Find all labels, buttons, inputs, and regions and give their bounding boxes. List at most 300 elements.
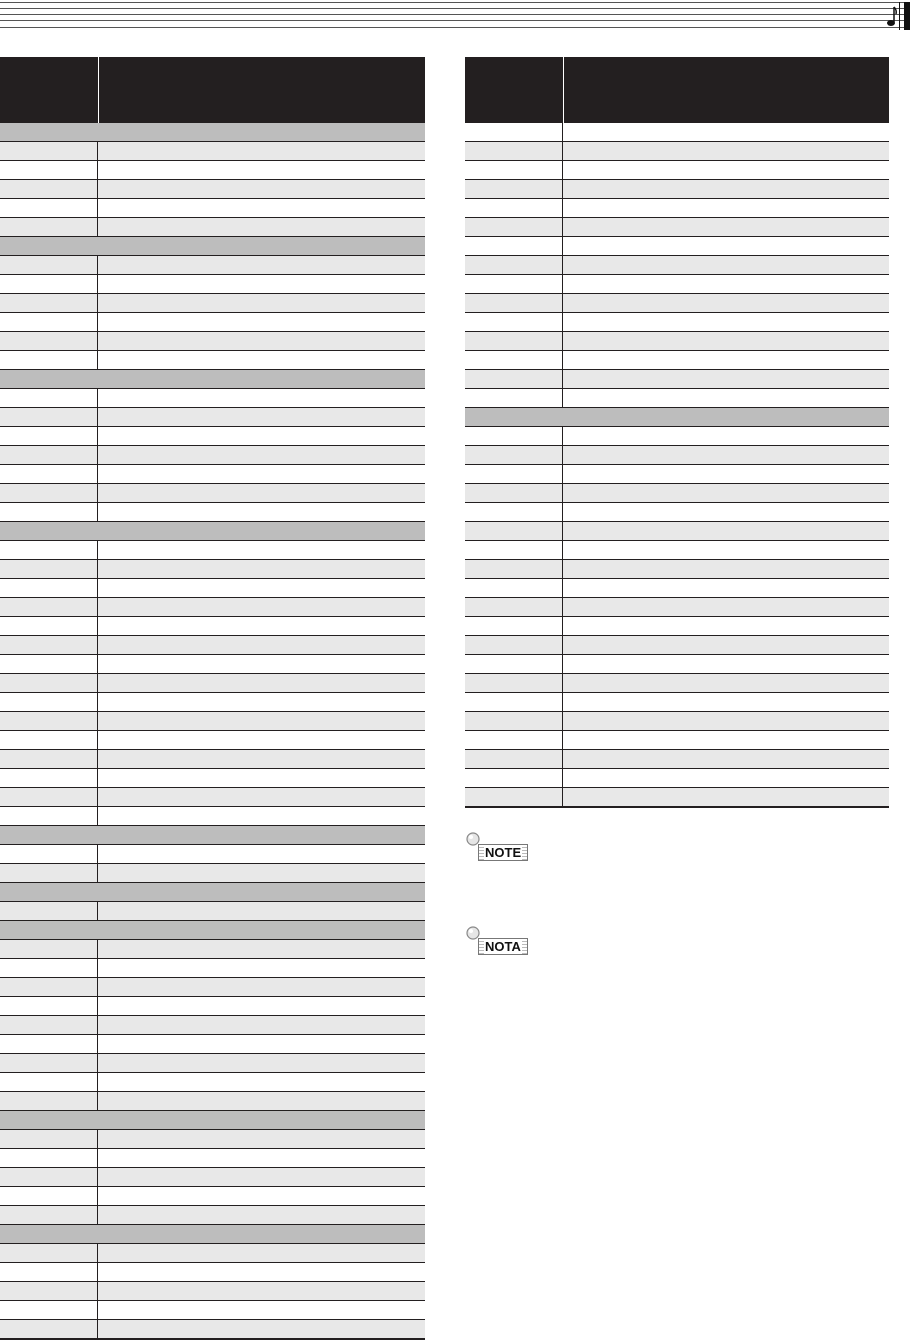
name-cell [98, 807, 425, 825]
number-cell [0, 1225, 97, 1243]
number-cell [0, 446, 98, 464]
number-cell [0, 902, 98, 920]
number-cell [0, 1016, 98, 1034]
table-row [0, 351, 425, 370]
table-row [0, 1320, 425, 1339]
number-cell [465, 161, 563, 179]
name-cell [98, 940, 425, 958]
table-row [465, 750, 889, 769]
name-cell [97, 370, 425, 388]
name-cell [98, 484, 425, 502]
number-cell [0, 1111, 97, 1129]
table-row [0, 807, 425, 826]
table-row [465, 503, 889, 522]
number-cell [0, 1130, 98, 1148]
name-cell [98, 864, 425, 882]
table-row [465, 256, 889, 275]
name-cell [98, 617, 425, 635]
name-cell [563, 788, 889, 806]
name-cell [98, 1206, 425, 1224]
number-cell [0, 997, 98, 1015]
number-cell [0, 256, 98, 274]
name-cell [563, 256, 889, 274]
name-cell [563, 389, 889, 407]
name-cell [563, 351, 889, 369]
note-badge [465, 840, 528, 860]
table-row [0, 1187, 425, 1206]
table-row [465, 294, 889, 313]
name-cell [98, 1073, 425, 1091]
table-row [0, 598, 425, 617]
number-cell [0, 978, 98, 996]
table-row [0, 199, 425, 218]
name-cell [563, 370, 889, 388]
table-row [0, 636, 425, 655]
table-row [465, 161, 889, 180]
number-cell [465, 294, 563, 312]
table-row [465, 142, 889, 161]
number-cell [465, 370, 563, 388]
table-row [465, 674, 889, 693]
name-cell [563, 218, 889, 236]
number-cell [465, 199, 563, 217]
staff-header [0, 2, 914, 30]
number-cell [0, 465, 98, 483]
note-block-es [465, 934, 528, 956]
table-row [0, 655, 425, 674]
name-cell [98, 275, 425, 293]
number-cell [0, 1092, 98, 1110]
name-cell [563, 180, 889, 198]
name-cell [563, 446, 889, 464]
table-row [465, 560, 889, 579]
number-cell [0, 503, 98, 521]
name-cell [98, 332, 425, 350]
number-cell [0, 1168, 98, 1186]
table-row [0, 1130, 425, 1149]
table-row [465, 351, 889, 370]
table-row [465, 693, 889, 712]
table-row [465, 218, 889, 237]
name-cell [97, 123, 425, 141]
name-cell [563, 484, 889, 502]
name-cell [98, 788, 425, 806]
section-row [0, 921, 425, 940]
table-row [0, 389, 425, 408]
name-cell [98, 503, 425, 521]
number-cell [0, 1263, 98, 1281]
number-cell [0, 1206, 98, 1224]
name-cell [98, 731, 425, 749]
name-cell [98, 598, 425, 616]
table-row [0, 731, 425, 750]
left-table [0, 57, 425, 1340]
table-row [465, 332, 889, 351]
section-row [0, 826, 425, 845]
number-cell [465, 655, 563, 673]
name-cell [563, 142, 889, 160]
table-row [0, 408, 425, 427]
table-row [0, 693, 425, 712]
number-cell [465, 579, 563, 597]
name-cell [98, 199, 425, 217]
name-cell [98, 1054, 425, 1072]
number-cell [465, 408, 562, 426]
name-cell [563, 503, 889, 521]
name-cell [98, 769, 425, 787]
table-row [0, 313, 425, 332]
number-cell [0, 845, 98, 863]
number-cell [0, 142, 98, 160]
table-row [465, 788, 889, 807]
number-cell [465, 351, 563, 369]
number-cell [0, 750, 98, 768]
name-cell [98, 389, 425, 407]
number-cell [465, 237, 563, 255]
name-cell [98, 1263, 425, 1281]
table-row [465, 123, 889, 142]
table-row [465, 541, 889, 560]
table-row [465, 579, 889, 598]
number-cell [465, 484, 563, 502]
name-cell [97, 522, 425, 540]
table-row [465, 199, 889, 218]
name-cell [563, 123, 889, 141]
number-cell [0, 731, 98, 749]
number-cell [0, 807, 98, 825]
name-cell [98, 161, 425, 179]
music-note-icon [885, 4, 899, 28]
number-cell [465, 769, 563, 787]
name-cell [98, 1130, 425, 1148]
table-row [465, 427, 889, 446]
table-row [0, 1092, 425, 1111]
name-cell [563, 693, 889, 711]
table-row [0, 1054, 425, 1073]
table-row [0, 1244, 425, 1263]
number-cell [0, 674, 98, 692]
table-row [465, 617, 889, 636]
number-cell [465, 750, 563, 768]
table-row [465, 370, 889, 389]
section-row [465, 408, 889, 427]
number-cell [465, 560, 563, 578]
name-cell [563, 731, 889, 749]
number-cell [0, 826, 97, 844]
name-cell [563, 636, 889, 654]
number-cell [465, 503, 563, 521]
name-cell [98, 1301, 425, 1319]
table-row [0, 1168, 425, 1187]
number-cell [0, 864, 98, 882]
section-row [0, 883, 425, 902]
table-row [0, 427, 425, 446]
name-cell [98, 256, 425, 274]
name-cell [98, 1168, 425, 1186]
table-row [465, 237, 889, 256]
table-row [465, 484, 889, 503]
table-row [465, 275, 889, 294]
table-row [0, 275, 425, 294]
number-cell [0, 1282, 98, 1300]
number-cell [0, 940, 98, 958]
number-cell [465, 541, 563, 559]
table-row [0, 674, 425, 693]
name-cell [563, 313, 889, 331]
name-cell [98, 351, 425, 369]
name-cell [563, 332, 889, 350]
table-row [0, 465, 425, 484]
table-row [0, 218, 425, 237]
name-cell [98, 693, 425, 711]
name-cell [98, 1016, 425, 1034]
table-row [0, 1073, 425, 1092]
number-cell [0, 541, 98, 559]
table-row [0, 1206, 425, 1225]
name-cell [563, 617, 889, 635]
name-cell [97, 883, 425, 901]
table-row [465, 636, 889, 655]
number-cell [465, 712, 563, 730]
name-cell [563, 750, 889, 768]
table-row [0, 180, 425, 199]
table-row [0, 503, 425, 522]
name-cell [563, 275, 889, 293]
table-row [465, 465, 889, 484]
name-cell [98, 750, 425, 768]
table-row [0, 1282, 425, 1301]
section-row [0, 237, 425, 256]
table-row [0, 712, 425, 731]
section-row [0, 1225, 425, 1244]
table-row [0, 541, 425, 560]
name-cell [562, 408, 889, 426]
number-cell [465, 332, 563, 350]
table-row [465, 598, 889, 617]
table-row [465, 522, 889, 541]
name-cell [563, 560, 889, 578]
number-cell [465, 180, 563, 198]
number-cell [0, 332, 98, 350]
table-row [0, 940, 425, 959]
number-cell [0, 161, 98, 179]
name-cell [97, 826, 425, 844]
number-cell [0, 1244, 98, 1262]
number-cell [0, 275, 98, 293]
table-row [465, 655, 889, 674]
number-cell [0, 1035, 98, 1053]
number-cell [465, 465, 563, 483]
name-cell [98, 180, 425, 198]
name-cell [98, 541, 425, 559]
number-cell [0, 199, 98, 217]
table-row [465, 446, 889, 465]
name-cell [563, 579, 889, 597]
number-cell [0, 1320, 98, 1338]
number-cell [465, 427, 563, 445]
number-cell [0, 351, 98, 369]
note-label: NOTE [485, 844, 522, 860]
number-cell [465, 522, 563, 540]
table-row [465, 769, 889, 788]
table-row [0, 256, 425, 275]
table-row [0, 332, 425, 351]
table-row [0, 997, 425, 1016]
name-cell [563, 465, 889, 483]
name-cell [563, 769, 889, 787]
number-cell [465, 788, 563, 806]
name-cell [97, 921, 425, 939]
number-cell [465, 389, 563, 407]
name-cell [98, 446, 425, 464]
right-table [465, 57, 889, 808]
number-cell [465, 313, 563, 331]
number-cell [0, 617, 98, 635]
table-row [0, 750, 425, 769]
table-row [0, 446, 425, 465]
name-cell [98, 408, 425, 426]
table-row [0, 1016, 425, 1035]
name-cell [98, 1320, 425, 1338]
name-cell [98, 902, 425, 920]
number-cell [465, 275, 563, 293]
number-cell [0, 313, 98, 331]
number-cell [0, 579, 98, 597]
section-row [0, 522, 425, 541]
name-cell [98, 1149, 425, 1167]
number-cell [0, 484, 98, 502]
note-block-en [465, 840, 528, 862]
number-cell [0, 1187, 98, 1205]
number-cell [0, 1073, 98, 1091]
name-cell [563, 541, 889, 559]
section-row [0, 1111, 425, 1130]
table-row [0, 1263, 425, 1282]
name-cell [98, 427, 425, 445]
number-cell [465, 731, 563, 749]
table-row [465, 712, 889, 731]
name-cell [98, 1092, 425, 1110]
number-cell [0, 218, 98, 236]
name-cell [563, 199, 889, 217]
number-cell [0, 1054, 98, 1072]
table-row [465, 731, 889, 750]
name-cell [98, 313, 425, 331]
table-row [465, 389, 889, 408]
section-row [0, 123, 425, 142]
table-row [0, 294, 425, 313]
name-cell [563, 674, 889, 692]
number-cell [465, 123, 563, 141]
right-table-header [465, 57, 889, 123]
number-cell [0, 237, 97, 255]
name-cell [98, 465, 425, 483]
name-cell [98, 997, 425, 1015]
number-cell [0, 560, 98, 578]
number-cell [0, 693, 98, 711]
table-row [465, 180, 889, 199]
number-cell [465, 446, 563, 464]
number-cell [0, 788, 98, 806]
name-cell [97, 1225, 425, 1243]
table-row [0, 1149, 425, 1168]
name-cell [563, 712, 889, 730]
table-row [0, 142, 425, 161]
name-cell [98, 978, 425, 996]
number-cell [465, 617, 563, 635]
name-cell [563, 294, 889, 312]
number-cell [0, 522, 97, 540]
name-cell [98, 1244, 425, 1262]
number-cell [465, 142, 563, 160]
name-cell [97, 1111, 425, 1129]
number-cell [465, 218, 563, 236]
number-cell [0, 180, 98, 198]
number-cell [0, 427, 98, 445]
left-table-header [0, 57, 425, 123]
number-cell [465, 636, 563, 654]
table-row [0, 902, 425, 921]
number-cell [0, 389, 98, 407]
name-cell [98, 560, 425, 578]
name-cell [98, 845, 425, 863]
table-row [0, 579, 425, 598]
number-cell [0, 598, 98, 616]
name-cell [563, 598, 889, 616]
name-cell [98, 674, 425, 692]
name-cell [98, 1282, 425, 1300]
number-cell [0, 1301, 98, 1319]
number-cell [465, 256, 563, 274]
name-cell [563, 655, 889, 673]
name-cell [98, 655, 425, 673]
number-cell [0, 921, 97, 939]
name-cell [98, 218, 425, 236]
name-cell [98, 712, 425, 730]
table-row [0, 864, 425, 883]
table-row [0, 161, 425, 180]
number-cell [0, 636, 98, 654]
number-cell [0, 655, 98, 673]
table-row [0, 788, 425, 807]
number-cell [0, 123, 97, 141]
name-cell [97, 237, 425, 255]
table-row [0, 845, 425, 864]
number-cell [0, 769, 98, 787]
section-row [0, 370, 425, 389]
number-cell [0, 712, 98, 730]
name-cell [563, 522, 889, 540]
table-row [0, 617, 425, 636]
name-cell [98, 1187, 425, 1205]
nota-label: NOTA [485, 938, 521, 954]
nota-badge [465, 934, 528, 954]
table-row [0, 1301, 425, 1320]
table-row [0, 1035, 425, 1054]
name-cell [98, 636, 425, 654]
name-cell [98, 294, 425, 312]
table-row [0, 484, 425, 503]
number-cell [0, 1149, 98, 1167]
number-cell [0, 294, 98, 312]
name-cell [563, 237, 889, 255]
name-cell [98, 1035, 425, 1053]
table-row [465, 313, 889, 332]
name-cell [98, 579, 425, 597]
number-cell [0, 370, 97, 388]
number-cell [0, 883, 97, 901]
name-cell [563, 427, 889, 445]
